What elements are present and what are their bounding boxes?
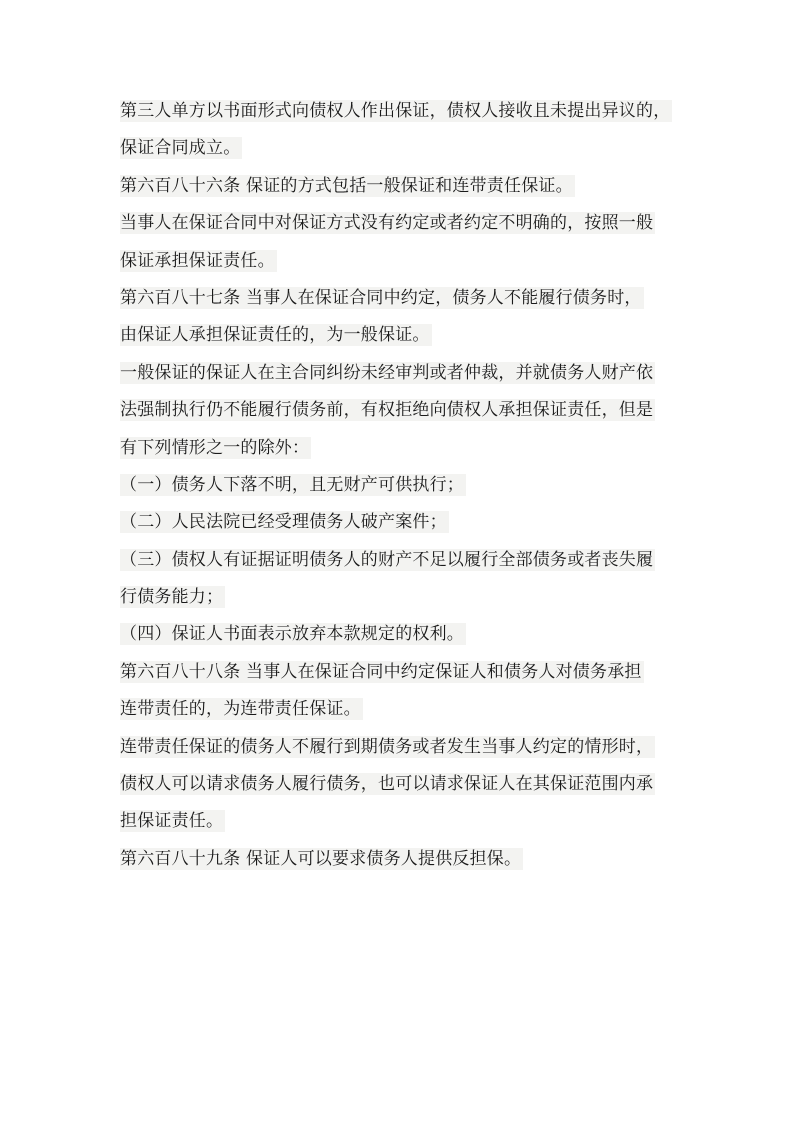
article-687-heading	[120, 286, 690, 310]
text-line-content: 第六百八十七条 当事人在保证合同中约定，债务人不能履行债务时，	[120, 287, 642, 308]
list-item-2	[120, 510, 690, 534]
text-line-content: 由保证人承担保证责任的，为一般保证。	[120, 325, 430, 346]
text-line-content: 行债务能力；	[120, 587, 224, 608]
text-line-content: 担保证责任。	[120, 811, 224, 832]
text-line	[120, 99, 690, 123]
text-line-content: 保证承担保证责任。	[120, 250, 275, 271]
text-line-content: 连带责任的，为连带责任保证。	[120, 699, 361, 720]
text-line-content: 第六百八十九条 保证人可以要求债务人提供反担保。	[120, 848, 522, 869]
text-line-content: （二）人民法院已经受理债务人破产案件；	[120, 512, 447, 533]
text-line-content: 有下列情形之一的除外：	[120, 437, 310, 458]
text-line-content: 债权人可以请求债务人履行债务，也可以请求保证人在其保证范围内承	[120, 774, 654, 795]
article-689-heading	[120, 847, 690, 871]
text-line	[120, 398, 690, 422]
text-line-content: 第六百八十六条 保证的方式包括一般保证和连带责任保证。	[120, 175, 573, 196]
text-line-content: 一般保证的保证人在主合同纠纷未经审判或者仲裁，并就债务人财产依	[120, 362, 654, 383]
article-688-heading	[120, 660, 690, 684]
text-line-content: （四）保证人书面表示放弃本款规定的权利。	[120, 624, 464, 645]
list-item-3	[120, 548, 690, 572]
list-item-1	[120, 473, 690, 497]
text-line-content: 连带责任保证的债务人不履行到期债务或者发生当事人约定的情形时，	[120, 736, 654, 757]
text-line	[120, 772, 690, 796]
text-line	[120, 136, 690, 160]
text-line	[120, 436, 690, 460]
text-line	[120, 697, 690, 721]
list-item-4	[120, 622, 690, 646]
text-line-content: 法强制执行仍不能履行债务前，有权拒绝向债权人承担保证责任，但是	[120, 400, 654, 421]
article-686-heading	[120, 174, 690, 198]
text-line-content: （三）债权人有证据证明债务人的财产不足以履行全部债务或者丧失履	[120, 549, 654, 570]
text-line	[120, 809, 690, 833]
text-line	[120, 249, 690, 273]
text-line	[120, 585, 690, 609]
text-line-content: 第六百八十八条 当事人在保证合同中约定保证人和债务人对债务承担	[120, 661, 642, 682]
text-line	[120, 735, 690, 759]
document-body	[120, 99, 690, 884]
text-line-content: 第三人单方以书面形式向债权人作出保证，债权人接收且未提出异议的，	[120, 101, 671, 121]
text-line	[120, 211, 690, 235]
text-line-content: 保证合同成立。	[120, 138, 241, 159]
text-line	[120, 361, 690, 385]
text-line	[120, 323, 690, 347]
text-line-content: 当事人在保证合同中对保证方式没有约定或者约定不明确的，按照一般	[120, 213, 654, 234]
text-line-content: （一）债务人下落不明，且无财产可供执行；	[120, 474, 464, 495]
